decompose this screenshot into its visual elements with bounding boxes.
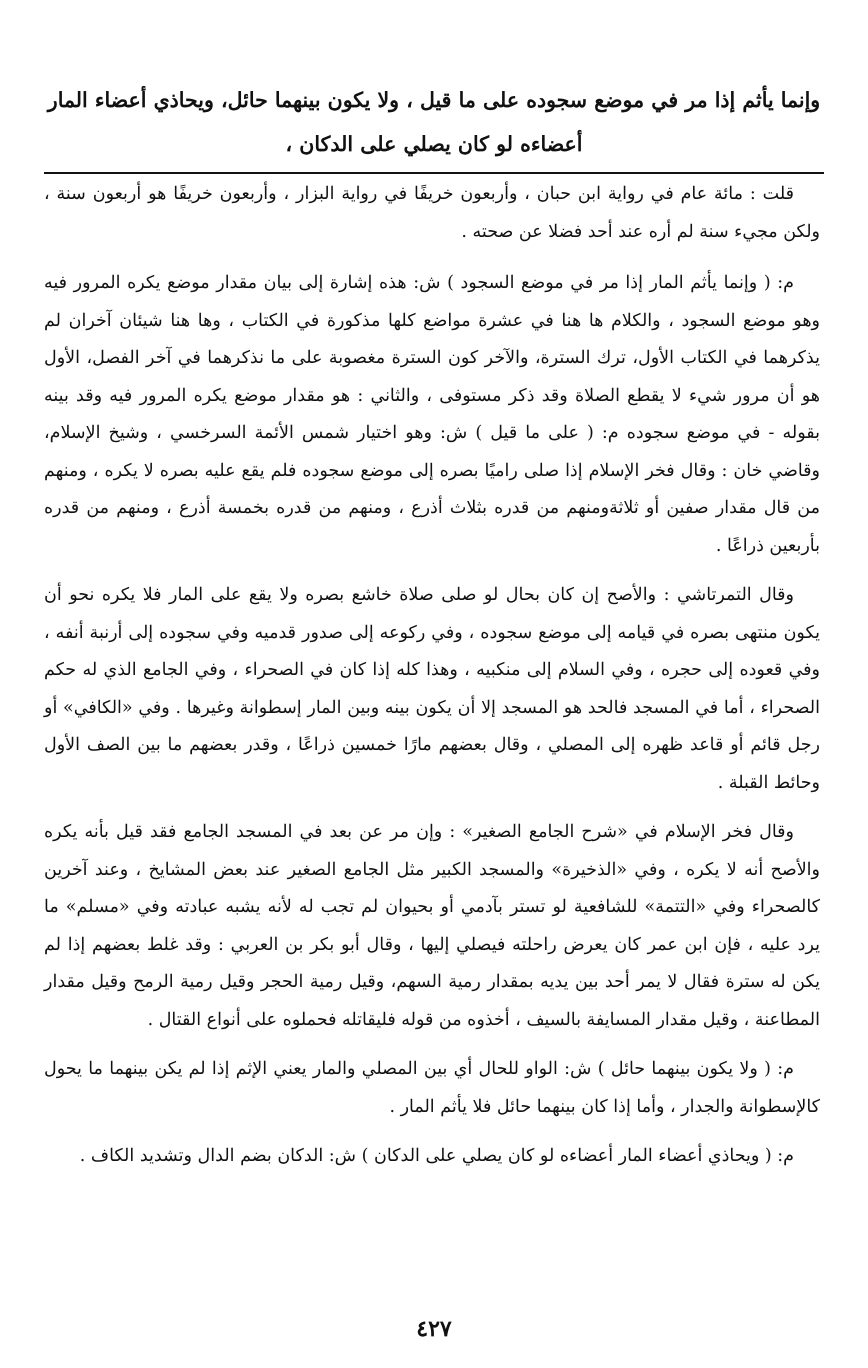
paragraph-1: قلت : مائة عام في رواية ابن حبان ، وأربعون خريفًا في رواية البزار ، وأربعون خريفًا هو أربعون سنة ، ولكن مجيء سنة لم أره عند أحد فضلا عن صحته . xyxy=(44,184,820,242)
page-number: ٤٢٧ xyxy=(416,1316,452,1342)
paragraph-4: وقال فخر الإسلام في «شرح الجامع الصغير» : وإن مر عن بعد في المسجد الجامع فقد قيل بأنه يكره والأصح أنه لا يكره ، وفي «الذخيرة» والمسجد الكبير مثل الجامع الصغير عند بعض المشايخ ، وعند آخرين كالصحراء وفي «التتمة» للشافعية لو تستر بآدمي أو بحيوان لم تجب له لأنه يشبه عبادته وفي «مسلم» ما يرد عليه ، فإن ابن عمر كان يعرض راحلته فيصلي إليها ، وقال أبو بكر بن العربي : وقد غلط بعضهم إذا لم يكن له سترة فقال لا يمر أحد بين يديه بمقدار رمية السهم، وقيل رمية الحجر وقيل رمية الرمح وقيل مقدار المطاعنة ، وقيل مقدار المسايفة بالسيف ، أخذوه من قوله فليقاتله فحملوه على أنواع القتال . xyxy=(44,822,820,1030)
separator-line xyxy=(44,172,824,174)
paragraph-3: وقال التمرتاشي : والأصح إن كان بحال لو صلى صلاة خاشع بصره ولا يقع على المار فلا يكره نحو أن يكون منتهى بصره في قيامه إلى موضع سجوده ، وفي ركوعه إلى صدور قدميه وفي سجوده إلى أرنبة أنفه ، وفي قعوده إلى حجره ، وفي السلام إلى منكبيه ، وهذا كله إذا كان في الصحراء ، وفي الجامع الذي له حكم الصحراء ، أما في المسجد فالحد هو المسجد إلا أن يكون بينه وبين المار إسطوانة وغيرها . وفي «الكافي» أو رجل قائم أو قاعد ظهره إلى المصلي ، وقال بعضهم مارًا خمسين ذراعًا ، وقدر بعضهم ما بين الصف الأول وحائط القبلة . xyxy=(44,585,820,793)
paragraph-2: م: ( وإنما يأثم المار إذا مر في موضع السجود ) ش: هذه إشارة إلى بيان مقدار موضع يكره المرور فيه وهو موضع السجود ، والكلام ها هنا في عشرة مواضع كلها مذكورة في الكتاب ، وها هنا شيئان آخران لم يذكرهما في الكتاب الأول، ترك السترة، والآخر كون السترة مغصوبة على ما نذكرهما في آخر الفصل، الأول هو أن مرور شيء لا يقطع الصلاة وقد ذكر مستوفى ، والثاني : هو مقدار موضع يكره المرور فيه وقد بينه بقوله - في موضع سجوده م: ( على ما قيل ) ش: وهو اختيار شمس الأئمة السرخسي ، وشيخ الإسلام، وقاضي خان : وقال فخر الإسلام إذا صلى راميًا بصره إلى موضع سجوده فلم يقع عليه بصره لا يكره ، ومنهم من قال مقدار صفين أو ثلاثةومنهم من قدره بثلاث أذرع ، ومنهم من قدره بخمسة أذرع ، ومنهم من قدره بأربعين ذراعًا . xyxy=(44,273,820,556)
paragraph-6: م: ( ويحاذي أعضاء المار أعضاءه لو كان يصلي على الدكان ) ش: الدكان بضم الدال وتشديد الكاف . xyxy=(79,1146,794,1166)
paragraph-5: م: ( ولا يكون بينهما حائل ) ش: الواو للحال أي بين المصلي والمار يعني الإثم إذا لم يكن بينهما ما يحول كالإسطوانة والجدار ، وأما إذا كان بينهما حائل فلا يأثم المار . xyxy=(44,1059,820,1117)
matn-heading: وإنما يأثم إذا مر في موضع سجوده على ما قيل ، ولا يكون بينهما حائل، ويحاذي أعضاء المار أعضاءه لو كان يصلي على الدكان ، xyxy=(47,88,821,156)
commentary-body xyxy=(44,176,820,1188)
